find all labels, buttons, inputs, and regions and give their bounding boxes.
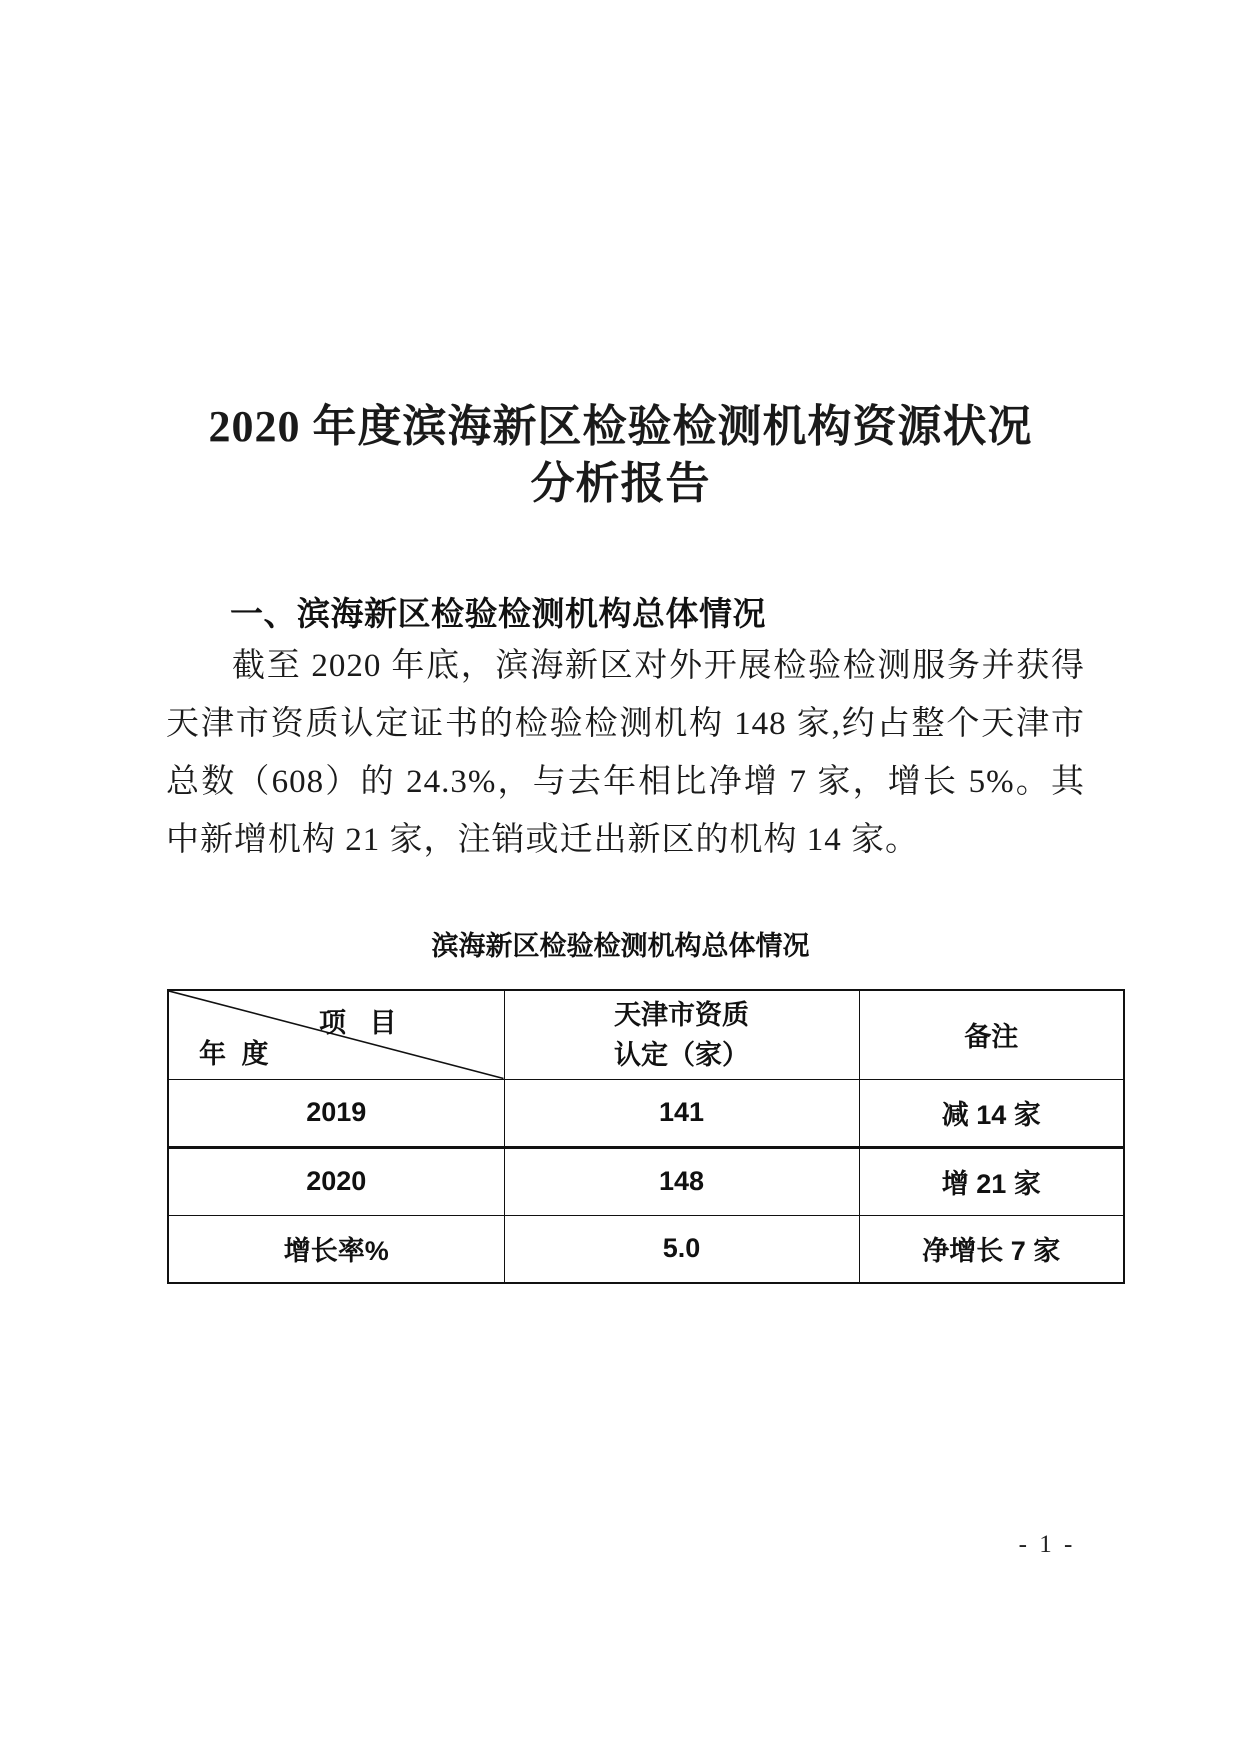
cell-year: 2020 [168,1147,504,1215]
cell-note: 增 21 家 [859,1147,1124,1215]
title-line-1: 2020 年度滨海新区检验检测机构资源状况 [208,402,1033,451]
cell-count: 5.0 [504,1215,859,1283]
cell-count: 141 [504,1079,859,1147]
cell-year: 2019 [168,1079,504,1147]
header-year-label: 年 度 [199,1038,273,1069]
table-header-row [168,990,1124,1079]
cell-year: 增长率% [168,1215,504,1283]
cell-note: 减 14 家 [859,1079,1124,1147]
header-qualification-line2: 认定（家） [614,1039,749,1070]
table-caption: 滨海新区检验检测机构总体情况 [431,931,810,961]
table-row-growth-rate [168,1215,1124,1283]
table-row-2019 [168,1079,1124,1147]
document-title [0,398,1241,512]
section-heading: 一、滨海新区检验检测机构总体情况 [230,595,766,632]
title-line-2: 分析报告 [530,459,711,508]
table-row-2020 [168,1147,1124,1215]
cell-note: 净增长 7 家 [859,1215,1124,1283]
cell-count: 148 [504,1147,859,1215]
header-project-label: 项 目 [319,1008,405,1038]
page-number: - 1 - [1018,1531,1076,1558]
overview-table [167,989,1125,1284]
header-qualification-cell [504,990,859,1079]
header-qualification-line1: 天津市资质 [614,999,749,1030]
header-note-cell: 备注 [859,990,1124,1079]
body-paragraph: 截至 2020 年底，滨海新区对外开展检验检测服务并获得天津市资质认定证书的检验检测机构 148 家,约占整个天津市总数（608）的 24.3%，与去年相比净增 7 家，增长 5%。其中新增机构 21 家，注销或迁出新区的机构 14 家。 [166,648,1085,858]
diagonal-header-cell [168,990,504,1079]
